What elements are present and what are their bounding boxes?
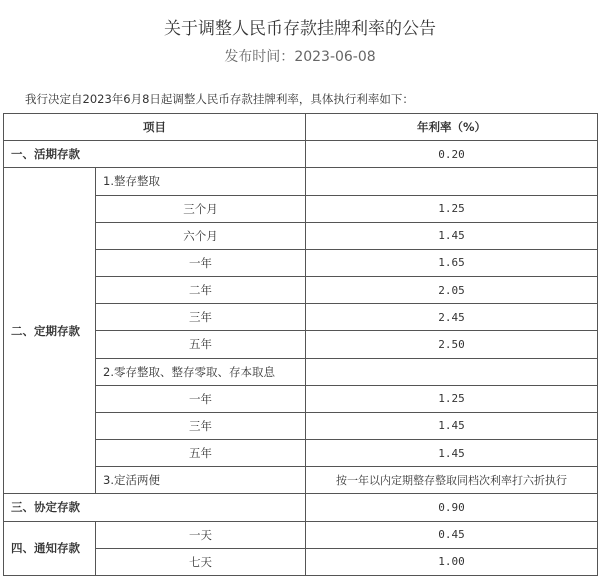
intro-paragraph: 我行决定自2023年6月8日起调整人民币存款挂牌利率，具体执行利率如下： — [25, 92, 414, 106]
term-cell: 二年 — [96, 277, 306, 304]
term-cell: 三年 — [96, 412, 306, 439]
term-cell: 一年 — [96, 385, 306, 412]
subsection-lump-sum: 1.整存整取 — [96, 168, 306, 195]
rate-cell: 1.00 — [306, 548, 598, 575]
term-cell: 三个月 — [96, 195, 306, 222]
rate-cell: 0.20 — [306, 141, 598, 168]
section-agreement-deposit: 三、协定存款 — [4, 494, 306, 521]
rate-cell-empty — [306, 358, 598, 385]
rate-table — [3, 113, 598, 576]
table-header-row — [4, 114, 598, 141]
rate-cell: 1.65 — [306, 249, 598, 276]
section-demand-deposit: 一、活期存款 — [4, 141, 306, 168]
rate-cell-empty — [306, 168, 598, 195]
term-cell: 六个月 — [96, 222, 306, 249]
term-cell: 七天 — [96, 548, 306, 575]
rate-cell: 1.45 — [306, 222, 598, 249]
rate-cell: 2.45 — [306, 304, 598, 331]
publish-date — [0, 46, 600, 66]
rate-note-cell: 按一年以内定期整存整取同档次利率打六折执行 — [306, 467, 598, 494]
section-time-deposit: 二、定期存款 — [4, 168, 96, 494]
rate-cell: 2.50 — [306, 331, 598, 358]
section-notice-deposit: 四、通知存款 — [4, 521, 96, 575]
rate-cell: 0.45 — [306, 521, 598, 548]
rate-cell: 1.45 — [306, 440, 598, 467]
rate-cell: 1.25 — [306, 195, 598, 222]
rate-cell: 0.90 — [306, 494, 598, 521]
publish-date-label: 发布时间： — [224, 49, 295, 65]
rate-cell: 1.45 — [306, 412, 598, 439]
table-row — [4, 141, 598, 168]
rate-cell: 1.25 — [306, 385, 598, 412]
term-cell: 五年 — [96, 331, 306, 358]
term-cell: 一天 — [96, 521, 306, 548]
term-cell: 五年 — [96, 440, 306, 467]
rate-cell: 2.05 — [306, 277, 598, 304]
publish-date-value: 2023-06-08 — [294, 49, 376, 65]
term-cell: 三年 — [96, 304, 306, 331]
subsection-installment: 2.零存整取、整存零取、存本取息 — [96, 358, 306, 385]
table-row — [4, 494, 598, 521]
table-row — [4, 168, 598, 195]
notice-title: 关于调整人民币存款挂牌利率的公告 — [164, 19, 436, 39]
subsection-flexible: 3.定活两便 — [96, 467, 306, 494]
table-row — [4, 521, 598, 548]
term-cell: 一年 — [96, 249, 306, 276]
header-item: 项目 — [4, 114, 306, 141]
header-rate: 年利率（%） — [306, 114, 598, 141]
